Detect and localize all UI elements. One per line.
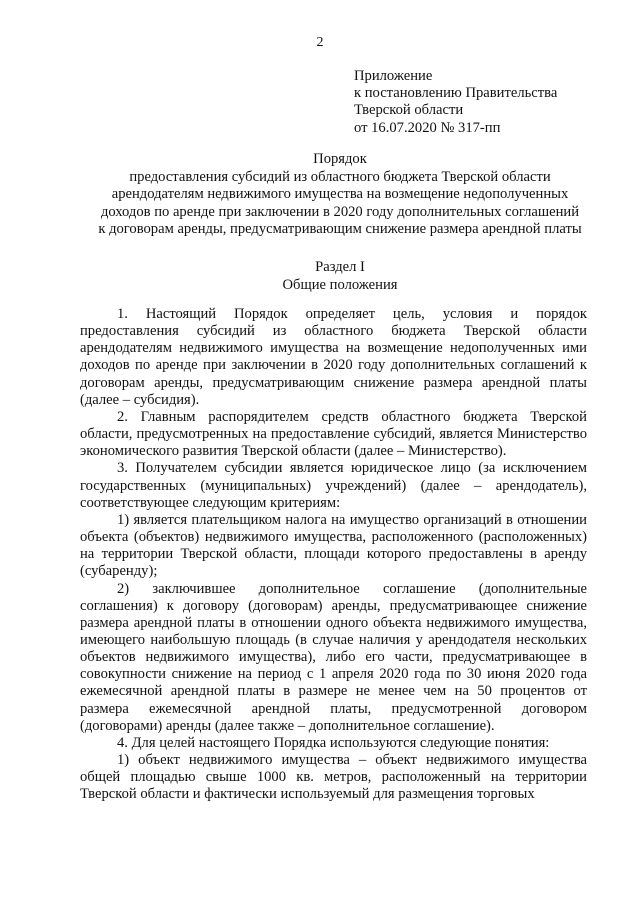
paragraph: 2) заключившее дополнительное соглашение (дополнительные соглашения) к договору (договорам) аренды, предусматривающее снижение размера арендной платы в отношении одного объекта недвижимого имущества, имеющего наибольшую площадь (в случае наличия у арендодателя нескольких объектов недвижимого имущества), либо его части, предусматривающее в совокупности снижение на период с 1 апреля 2020 года по 30 июня 2020 года ежемесячной арендной платы в размере не менее чем на 50 процентов от размера ежемесячной арендной платы, предусмотренной договором (договорами) аренды (далее также – дополнительное соглашение).	[80, 580, 587, 734]
page-number: 2	[316, 35, 324, 50]
appendix-line: Тверской области	[354, 102, 464, 119]
title-line: доходов по аренде при заключении в 2020 году дополнительных соглашений	[100, 203, 580, 220]
paragraph: 3. Получателем субсидии является юридическое лицо (за исключением государственных (муниципальных) учреждений) (далее – арендодатель), соответствующее следующим критериям:	[80, 460, 587, 511]
appendix-block	[354, 68, 557, 137]
section-heading	[60, 259, 620, 294]
section-name: Общие положения	[282, 276, 398, 293]
document-title	[60, 151, 620, 239]
title-line: арендодателям недвижимого имущества на возмещение недополученных	[111, 186, 569, 203]
paragraph: 1) является плательщиком налога на имущество организаций в отношении объекта (объектов) недвижимого имущества, расположенного (расположенных) на территории Тверской области, площади которого предоставлены в аренду (субаренду);	[80, 511, 587, 580]
paragraph: 4. Для целей настоящего Порядка используются следующие понятия:	[117, 734, 550, 751]
paragraph: 1. Настоящий Порядок определяет цель, условия и порядок предоставления субсидий из областного бюджета Тверской области арендодателям недвижимого имущества на возмещение недополученных ими доходов по аренде при заключении в 2020 году дополнительных соглашений к договорам аренды, предусматривающим снижение размера арендной платы (далее – субсидия).	[80, 306, 587, 408]
section-number: Раздел I	[315, 259, 365, 275]
appendix-line: от 16.07.2020 № 317-пп	[354, 119, 501, 136]
title-line: к договорам аренды, предусматривающим снижение размера арендной платы	[98, 221, 582, 238]
title-line: предоставления субсидий из областного бюджета Тверской области	[129, 168, 551, 185]
document-body	[80, 306, 587, 804]
title-heading: Порядок	[313, 151, 367, 167]
appendix-line: Приложение	[354, 68, 433, 84]
appendix-line: к постановлению Правительства	[354, 85, 558, 102]
paragraph: 1) объект недвижимого имущества – объект недвижимого имущества общей площадью свыше 1000 кв. метров, расположенный на территории Тверской области и фактически используемый для размещения торговых	[80, 752, 587, 803]
paragraph: 2. Главным распорядителем средств областного бюджета Тверской области, предусмотренных на предоставление субсидий, является Министерство экономического развития Тверской области (далее – Министерство).	[80, 408, 587, 460]
